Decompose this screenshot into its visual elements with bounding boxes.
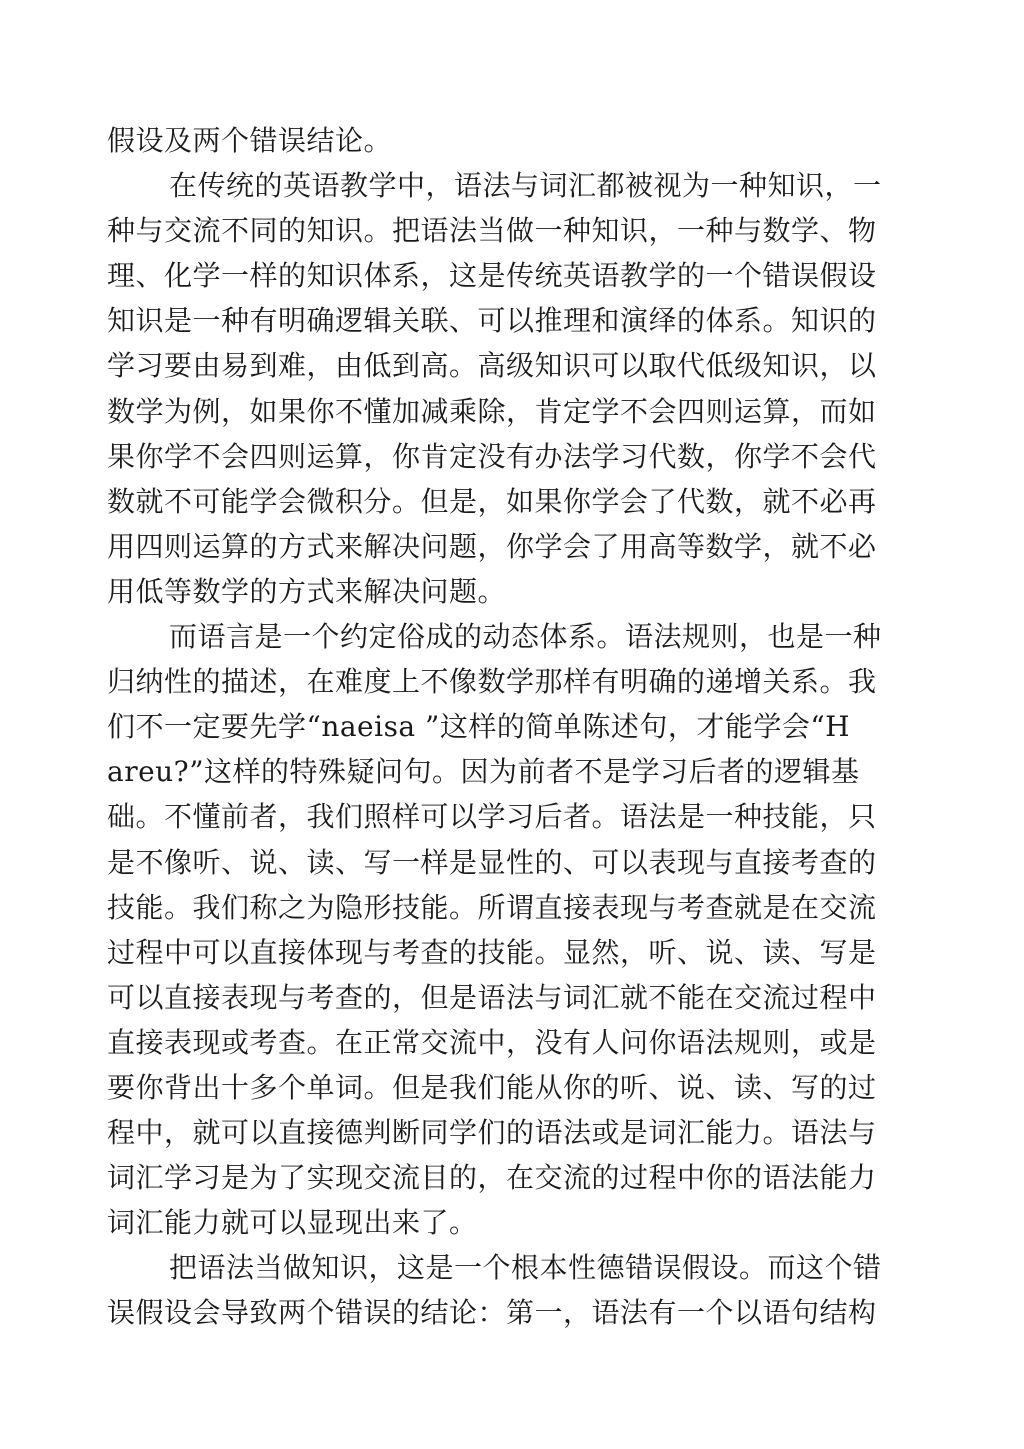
text-line-9: 数就不可能学会微积分。但是，如果你学会了代数，就不必再 <box>107 484 877 518</box>
text-line-10: 用四则运算的方式来解决问题，你学会了用高等数学，就不必 <box>107 529 877 563</box>
paragraph-start-line-26: 把语法当做知识，这是一个根本性德错误假设。而这个错 <box>169 1251 882 1285</box>
body-text <box>107 118 927 1336</box>
text-line-24: 词汇学习是为了实现交流目的，在交流的过程中你的语法能力 <box>107 1161 877 1195</box>
text-line-19: 过程中可以直接体现与考查的技能。显然，听、说、读、写是 <box>107 935 877 969</box>
text-line-4: 理、化学一样的知识体系，这是传统英语教学的一个错误假设 <box>107 259 877 293</box>
text-line-1: 假设及两个错误结论。 <box>107 124 393 157</box>
text-line-15: areu?”这样的特殊疑问句。因为前者不是学习后者的逻辑基 <box>107 755 860 789</box>
text-line-16: 础。不懂前者，我们照样可以学习后者。语法是一种技能，只 <box>107 800 877 834</box>
text-line-22: 要你背出十多个单词。但是我们能从你的听、说、读、写的过 <box>107 1070 877 1104</box>
text-line-18: 技能。我们称之为隐形技能。所谓直接表现与考查就是在交流 <box>107 890 877 924</box>
text-line-6: 学习要由易到难，由低到高。高级知识可以取代低级知识，以 <box>107 349 877 383</box>
text-line-23: 程中，就可以直接德判断同学们的语法或是词汇能力。语法与 <box>107 1116 877 1150</box>
text-line-25: 词汇能力就可以显现出来了。 <box>107 1206 478 1240</box>
paragraph-start-line-2: 在传统的英语教学中，语法与词汇都被视为一种知识，一 <box>169 169 882 203</box>
text-line-17: 是不像听、说、读、写一样是显性的、可以表现与直接考查的 <box>107 845 877 879</box>
text-line-5: 知识是一种有明确逻辑关联、可以推理和演绎的体系。知识的 <box>107 304 877 338</box>
text-line-13: 归纳性的描述，在难度上不像数学那样有明确的递增关系。我 <box>107 665 877 699</box>
text-line-3: 种与交流不同的知识。把语法当做一种知识，一种与数学、物 <box>107 214 877 248</box>
text-line-14: 们不一定要先学“naeisa ”这样的简单陈述句，才能学会“H <box>107 710 851 744</box>
text-line-27: 误假设会导致两个错误的结论：第一，语法有一个以语句结构 <box>107 1296 877 1330</box>
text-line-11: 用低等数学的方式来解决问题。 <box>107 574 507 608</box>
text-line-7: 数学为例，如果你不懂加减乘除，肯定学不会四则运算，而如 <box>107 394 877 428</box>
text-line-20: 可以直接表现与考查的，但是语法与词汇就不能在交流过程中 <box>107 980 877 1014</box>
text-line-8: 果你学不会四则运算，你肯定没有办法学习代数，你学不会代 <box>107 439 877 473</box>
text-line-21: 直接表现或考查。在正常交流中，没有人问你语法规则，或是 <box>107 1025 877 1059</box>
paragraph-start-line-12: 而语言是一个约定俗成的动态体系。语法规则，也是一种 <box>169 620 882 654</box>
